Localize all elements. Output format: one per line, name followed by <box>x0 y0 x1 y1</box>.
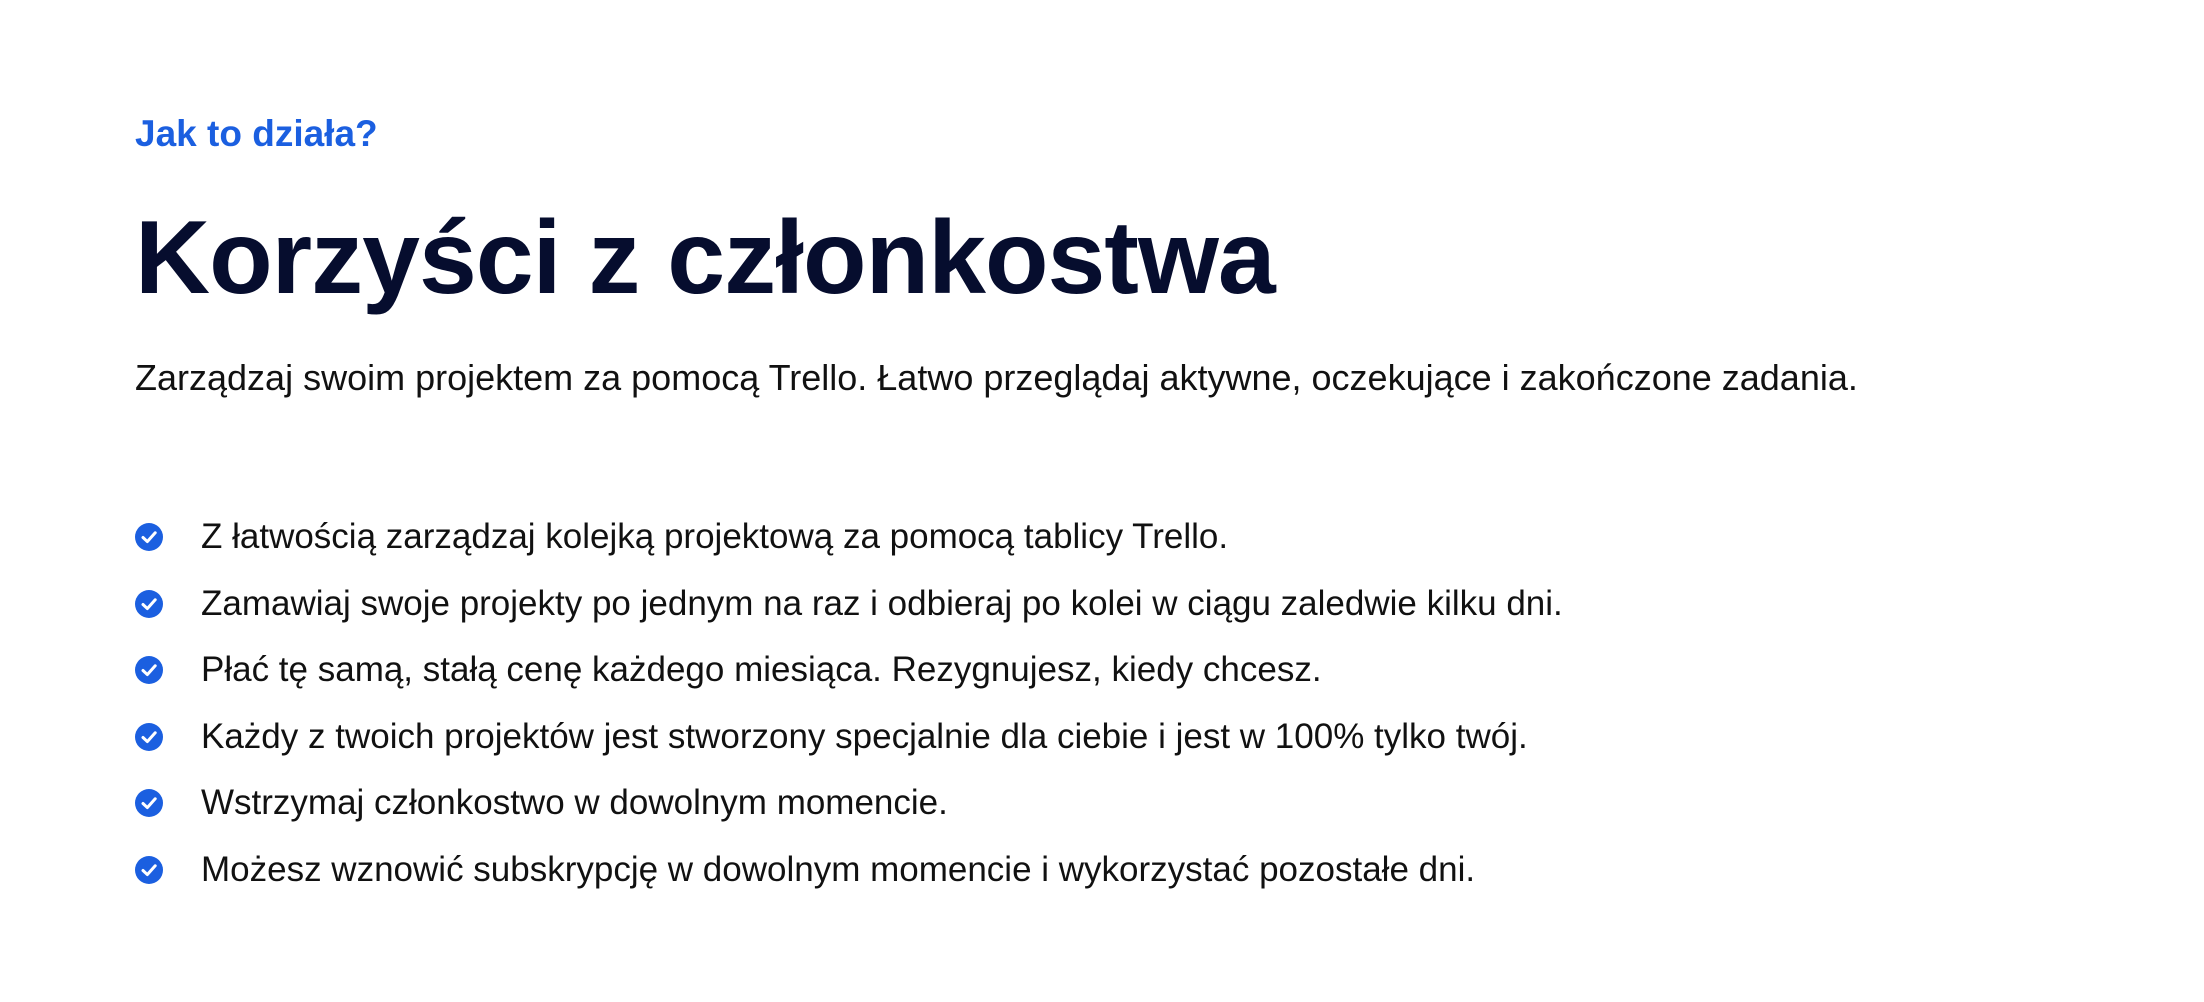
check-circle-icon <box>135 656 163 684</box>
list-item <box>135 704 1563 771</box>
check-circle-icon <box>135 789 163 817</box>
check-circle-icon <box>135 523 163 551</box>
list-item <box>135 571 1563 638</box>
section-eyebrow: Jak to działa? <box>135 113 378 154</box>
benefit-text: Zamawiaj swoje projekty po jednym na raz i odbieraj po kolei w ciągu zaledwie kilku dni. <box>201 583 1563 623</box>
section-lead: Zarządzaj swoim projektem za pomocą Trello. Łatwo przeglądaj aktywne, oczekujące i zakończone zadania. <box>135 357 1858 398</box>
list-item <box>135 837 1563 904</box>
check-circle-icon <box>135 590 163 618</box>
check-circle-icon <box>135 723 163 751</box>
benefit-text: Z łatwością zarządzaj kolejką projektową za pomocą tablicy Trello. <box>201 517 1229 557</box>
benefit-text: Każdy z twoich projektów jest stworzony specjalnie dla ciebie i jest w 100% tylko twój. <box>201 716 1528 756</box>
benefits-list <box>135 504 1563 903</box>
benefit-text: Możesz wznowić subskrypcję w dowolnym momencie i wykorzystać pozostałe dni. <box>201 849 1476 889</box>
list-item <box>135 637 1563 704</box>
check-circle-icon <box>135 856 163 884</box>
page-title: Korzyści z członkostwa <box>135 200 1275 316</box>
list-item <box>135 504 1563 571</box>
benefit-text: Płać tę samą, stałą cenę każdego miesiąca. Rezygnujesz, kiedy chcesz. <box>201 650 1322 690</box>
benefit-text: Wstrzymaj członkostwo w dowolnym momencie. <box>201 783 948 823</box>
list-item <box>135 770 1563 837</box>
